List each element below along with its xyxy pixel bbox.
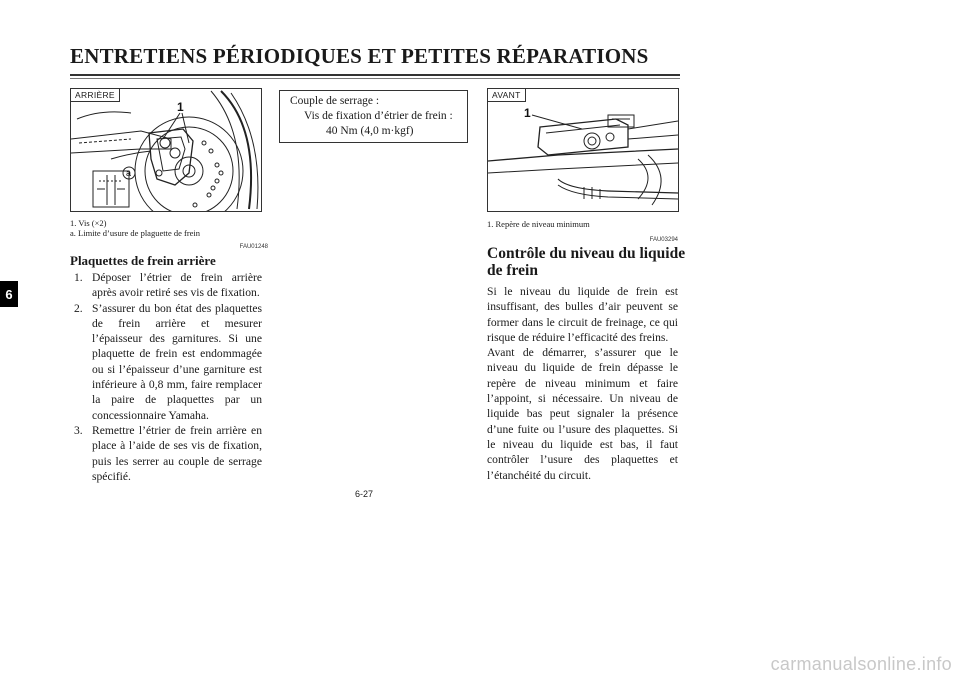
header-rule-thin: [70, 78, 680, 79]
page-number: 6-27: [355, 489, 374, 499]
step-text: S’assurer du bon état des plaquettes de frein arrière et mesurer l’épaisseur des garnitures. Si une plaquette de frein est endommagée ou si l’épaisseur d’une garniture est inférieure à 0,8 mm, faire remplacer la paire de plaquettes par un concessionnaire Yamaha.: [92, 301, 262, 422]
rear-brake-figure: [70, 88, 262, 212]
front-brake-figure: [487, 88, 679, 212]
figure-tag-rear: ARRIÈRE: [71, 89, 120, 102]
torque-spec-box: [279, 90, 468, 143]
callout-a-left: a: [126, 168, 132, 178]
torque-item: Vis de fixation d’étrier de frein :: [304, 110, 453, 122]
figure-tag-front: AVANT: [488, 89, 526, 102]
right-figure-caption: [487, 219, 687, 229]
section-heading-brake-fluid: [487, 245, 687, 279]
step-item: [70, 301, 262, 423]
heading-line: Contrôle du niveau du liquide: [487, 245, 686, 262]
step-text: Remettre l’étrier de frein arrière en place à l’aide de ses vis de fixation, puis les serrer au couple de serrage spécifié.: [92, 423, 262, 483]
reference-code-left: FAU01248: [239, 244, 268, 250]
chapter-tab[interactable]: 6: [0, 281, 18, 307]
rear-pads-steps: [70, 270, 262, 484]
step-number: 1.: [74, 271, 83, 284]
torque-label: Couple de serrage :: [290, 95, 380, 107]
callout-1-left: 1: [177, 100, 184, 114]
step-item: [70, 270, 262, 301]
callout-1-right: 1: [524, 106, 531, 120]
reference-code-right: FAU03294: [649, 237, 678, 243]
page-header-title: ENTRETIENS PÉRIODIQUES ET PETITES RÉPARATIONS: [70, 44, 649, 68]
step-text: Déposer l’étrier de frein arrière après avoir retiré ses vis de fixation.: [92, 271, 262, 300]
rear-brake-illustration: [71, 89, 261, 211]
step-number: 3.: [74, 423, 83, 437]
brake-fluid-body: [487, 284, 678, 483]
front-brake-illustration: [488, 89, 678, 211]
heading-line: de frein: [487, 262, 538, 279]
caption-item: a. Limite d’usure de plaguette de frein: [70, 228, 201, 238]
header-rule: [70, 74, 680, 76]
body-paragraph: Avant de démarrer, s’assurer que le niveau du liquide de frein dépasse le repère de niveau minimum et faire l’appoint, si nécessaire. Un niveau de liquide bas peut signaler la présence d’une fuite ou l’usure des plaquettes. Si le niveau du liquide est bas, il faut contrôler l’usure des plaquettes et l’étanchéité du circuit.: [487, 346, 678, 482]
section-heading-rear-pads: Plaquettes de frein arrière: [70, 253, 216, 268]
watermark-text[interactable]: carmanualsonline.info: [770, 654, 952, 674]
body-paragraph: Si le niveau du liquide de frein est insuffisant, des bulles d’air peuvent se former dans le circuit de freinage, ce qui risque de réduire l’efficacité des freins.: [487, 285, 678, 344]
torque-value: 40 Nm (4,0 m·kgf): [326, 125, 414, 137]
caption-item: 1. Repère de niveau minimum: [487, 219, 590, 229]
left-figure-caption: [70, 218, 270, 238]
step-item: [70, 423, 262, 484]
step-number: 2.: [74, 301, 83, 315]
caption-item: 1. Vis (×2): [70, 218, 107, 228]
